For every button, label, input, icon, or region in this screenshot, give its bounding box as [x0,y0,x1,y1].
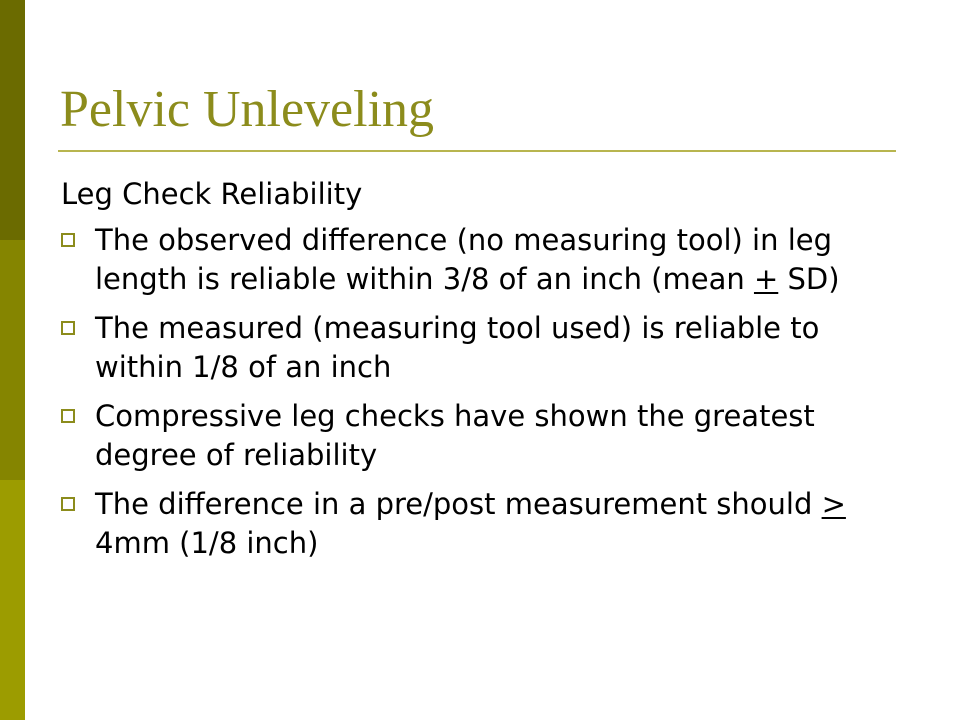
bullet-text: The measured (measuring tool used) is reliable to within 1/8 of an inch [95,311,820,384]
bullet-text-part: SD) [778,262,840,296]
bullet-item [61,309,911,387]
title-underline-rule [58,150,896,152]
hollow-square-bullet-icon [61,497,75,511]
side-bar-middle-segment [0,240,25,480]
plus-minus-symbol: + [753,262,779,296]
hollow-square-bullet-icon [61,321,75,335]
bullet-text-part: 4mm (1/8 inch) [95,526,319,560]
subheading: Leg Check Reliability [61,177,363,211]
bullet-item [61,485,911,563]
hollow-square-bullet-icon [61,409,75,423]
side-bar-top-segment [0,0,25,240]
greater-or-equal-symbol: > [821,487,846,521]
side-bar-bottom-segment [0,480,25,720]
bullet-item [61,397,911,475]
bullet-item [61,221,911,299]
slide-body [61,172,911,573]
bullet-text [95,223,840,296]
hollow-square-bullet-icon [61,233,75,247]
bullet-text [95,487,846,560]
bullet-list [61,221,911,563]
bullet-text-part: The observed difference (no measuring tool) in leg length is reliable within 3/8 of an inch (mean [95,223,833,296]
slide-title: Pelvic Unleveling [60,81,435,138]
bullet-text-part: The difference in a pre/post measurement should [95,487,822,521]
bullet-text: Compressive leg checks have shown the greatest degree of reliability [95,399,815,472]
